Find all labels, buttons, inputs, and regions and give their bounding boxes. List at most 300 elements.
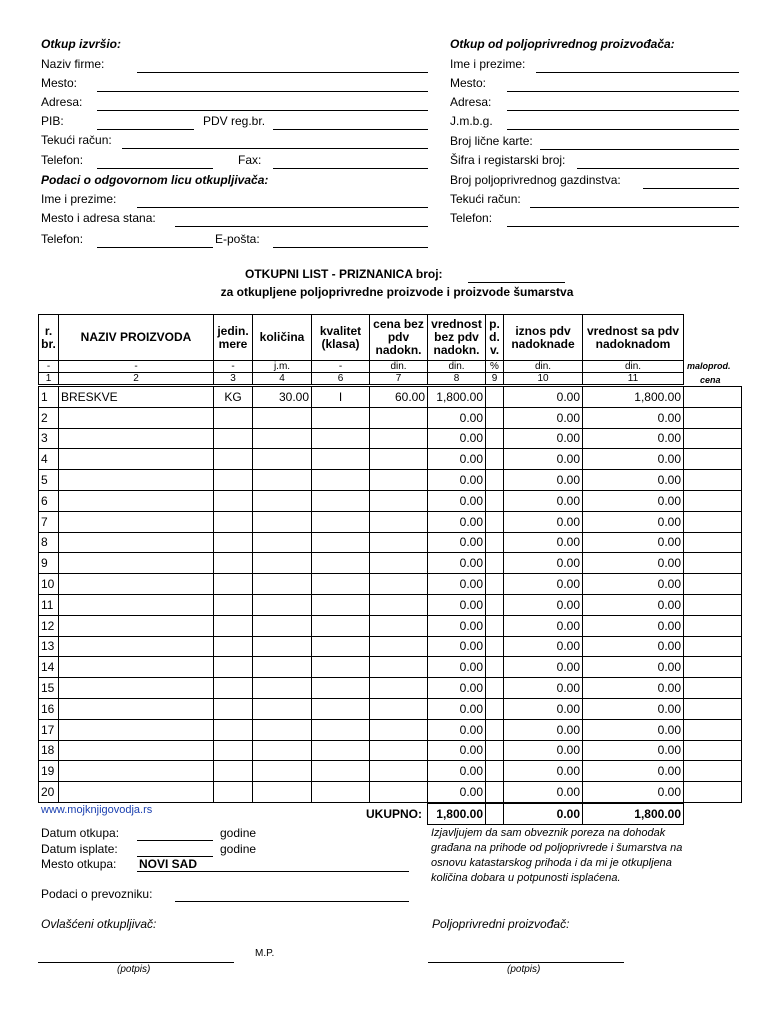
adresa-label: Adresa:: [41, 95, 83, 109]
row-pdv[interactable]: [486, 490, 504, 511]
row-cena[interactable]: [370, 761, 428, 782]
row-cena[interactable]: [370, 428, 428, 449]
tekuci-label: Tekući račun:: [41, 133, 112, 147]
row-maloprod-cena[interactable]: [684, 698, 742, 719]
telefon2-field[interactable]: [97, 247, 213, 248]
broj-field[interactable]: [468, 282, 565, 283]
num-cell: 9: [486, 373, 504, 385]
row-pdv[interactable]: [486, 761, 504, 782]
row-number: 18: [39, 740, 59, 761]
r-adresa-field[interactable]: [507, 110, 739, 111]
r-adresa-label: Adresa:: [450, 95, 492, 109]
row-kolicina[interactable]: [253, 553, 312, 574]
row-pdv[interactable]: [486, 470, 504, 491]
row-maloprod-cena[interactable]: [684, 387, 742, 408]
row-vrednost-bez[interactable]: 0.00: [428, 782, 486, 803]
col-kvalitet: kvalitet (klasa): [312, 315, 370, 361]
row-kolicina[interactable]: [253, 532, 312, 553]
row-iznos[interactable]: 0.00: [504, 782, 583, 803]
num-cell: 8: [428, 373, 486, 385]
row-vrednost-sa[interactable]: 0.00: [583, 782, 684, 803]
row-cena[interactable]: [370, 782, 428, 803]
row-vrednost-sa[interactable]: 0.00: [583, 761, 684, 782]
right-heading: Otkup od poljoprivrednog proizvođača:: [450, 37, 675, 51]
row-kolicina[interactable]: [253, 449, 312, 470]
pib-field[interactable]: [97, 129, 194, 130]
row-iznos[interactable]: 0.00: [504, 719, 583, 740]
row-vrednost-bez[interactable]: 0.00: [428, 532, 486, 553]
mesto-otkupa-field[interactable]: [137, 871, 409, 872]
row-naziv[interactable]: BRESKVE: [59, 387, 214, 408]
ovlasceni-label: Ovlašćeni otkupljivač:: [41, 917, 157, 931]
table-row: [39, 490, 742, 511]
mesto-adresa-field[interactable]: [175, 226, 428, 227]
row-jm[interactable]: [214, 574, 253, 595]
row-pdv[interactable]: [486, 574, 504, 595]
row-iznos[interactable]: 0.00: [504, 470, 583, 491]
naziv-firme-label: Naziv firme:: [41, 57, 105, 71]
row-maloprod-cena[interactable]: [684, 615, 742, 636]
row-kolicina[interactable]: [253, 657, 312, 678]
row-kolicina[interactable]: [253, 678, 312, 699]
row-maloprod-cena[interactable]: [684, 740, 742, 761]
row-jm[interactable]: [214, 678, 253, 699]
row-number: 2: [39, 407, 59, 428]
row-jm[interactable]: [214, 511, 253, 532]
col-iznos: iznos pdv nadoknade: [504, 315, 583, 361]
row-maloprod-cena[interactable]: [684, 553, 742, 574]
row-naziv[interactable]: [59, 678, 214, 699]
unit-cell: -: [214, 361, 253, 373]
broj-gazd-field[interactable]: [643, 188, 739, 189]
row-iznos[interactable]: 0.00: [504, 740, 583, 761]
ime-field[interactable]: [137, 207, 428, 208]
mesto-field[interactable]: [97, 91, 428, 92]
unit-cell: din.: [370, 361, 428, 373]
row-naziv[interactable]: [59, 428, 214, 449]
broj-gazd-label: Broj poljoprivrednog gazdinstva:: [450, 173, 621, 187]
unit-cell: -: [39, 361, 59, 373]
col-jedin: jedin. mere: [214, 315, 253, 361]
row-kolicina[interactable]: [253, 428, 312, 449]
broj-licne-label: Broj lične karte:: [450, 134, 533, 148]
row-cena[interactable]: [370, 657, 428, 678]
row-naziv[interactable]: [59, 761, 214, 782]
col-naziv: NAZIV PROIZVODA: [59, 315, 214, 361]
num-cell: 6: [312, 373, 370, 385]
total-iznos: 0.00: [504, 804, 583, 825]
row-klasa[interactable]: I: [312, 387, 370, 408]
mesto-otkupa-value[interactable]: NOVI SAD: [139, 857, 198, 871]
row-pdv[interactable]: [486, 387, 504, 408]
adresa-field[interactable]: [97, 110, 428, 111]
row-vrednost-bez[interactable]: 0.00: [428, 490, 486, 511]
mesto-label: Mesto:: [41, 76, 78, 90]
table-row: [39, 594, 742, 615]
row-number: 7: [39, 511, 59, 532]
r-telefon-label: Telefon:: [450, 211, 493, 225]
row-cena[interactable]: [370, 678, 428, 699]
potpis-left: (potpis): [117, 964, 151, 975]
tekuci-field[interactable]: [122, 148, 428, 149]
row-kolicina[interactable]: [253, 698, 312, 719]
r-ime-field[interactable]: [536, 72, 739, 73]
row-kolicina[interactable]: [253, 594, 312, 615]
row-pdv[interactable]: [486, 657, 504, 678]
row-klasa[interactable]: [312, 740, 370, 761]
row-vrednost-bez[interactable]: 0.00: [428, 615, 486, 636]
datum-otkupa-field[interactable]: [137, 840, 213, 841]
row-vrednost-sa[interactable]: 0.00: [583, 594, 684, 615]
row-jm[interactable]: [214, 428, 253, 449]
row-jm[interactable]: [214, 490, 253, 511]
table-row: [39, 532, 742, 553]
table-row: [39, 782, 742, 803]
row-iznos[interactable]: 0.00: [504, 532, 583, 553]
row-jm[interactable]: [214, 719, 253, 740]
row-cena[interactable]: [370, 615, 428, 636]
row-klasa[interactable]: [312, 490, 370, 511]
row-vrednost-bez[interactable]: 0.00: [428, 719, 486, 740]
row-maloprod-cena[interactable]: [684, 678, 742, 699]
row-cena[interactable]: [370, 636, 428, 657]
row-kolicina[interactable]: [253, 407, 312, 428]
row-iznos[interactable]: 0.00: [504, 698, 583, 719]
fax-field[interactable]: [273, 168, 428, 169]
row-kolicina[interactable]: 30.00: [253, 387, 312, 408]
row-naziv[interactable]: [59, 719, 214, 740]
broj-licne-field[interactable]: [540, 149, 739, 150]
prevoznik-label: Podaci o prevozniku:: [41, 887, 153, 901]
row-pdv[interactable]: [486, 698, 504, 719]
sifra-field[interactable]: [577, 168, 739, 169]
row-pdv[interactable]: [486, 719, 504, 740]
pdv-field[interactable]: [273, 129, 428, 130]
row-vrednost-bez[interactable]: 0.00: [428, 740, 486, 761]
jmbg-field[interactable]: [507, 129, 739, 130]
total-label: UKUPNO:: [366, 807, 422, 821]
row-klasa[interactable]: [312, 449, 370, 470]
row-iznos[interactable]: 0.00: [504, 678, 583, 699]
row-vrednost-sa[interactable]: 0.00: [583, 490, 684, 511]
row-iznos[interactable]: 0.00: [504, 407, 583, 428]
row-naziv[interactable]: [59, 470, 214, 491]
table-row: [39, 574, 742, 595]
row-cena[interactable]: [370, 532, 428, 553]
row-maloprod-cena[interactable]: [684, 657, 742, 678]
row-vrednost-sa[interactable]: 0.00: [583, 511, 684, 532]
row-vrednost-sa[interactable]: 0.00: [583, 740, 684, 761]
table-row: [39, 428, 742, 449]
row-iznos[interactable]: 0.00: [504, 449, 583, 470]
row-klasa[interactable]: [312, 657, 370, 678]
row-cena[interactable]: [370, 698, 428, 719]
row-klasa[interactable]: [312, 615, 370, 636]
row-iznos[interactable]: 0.00: [504, 428, 583, 449]
telefon-label: Telefon:: [41, 153, 84, 167]
row-cena[interactable]: [370, 740, 428, 761]
row-iznos[interactable]: 0.00: [504, 636, 583, 657]
ime-label: Ime i prezime:: [41, 192, 117, 206]
row-kolicina[interactable]: [253, 782, 312, 803]
row-klasa[interactable]: [312, 782, 370, 803]
datum-otkupa-label: Datum otkupa:: [41, 826, 120, 840]
row-maloprod-cena[interactable]: [684, 407, 742, 428]
row-jm[interactable]: [214, 698, 253, 719]
row-iznos[interactable]: 0.00: [504, 574, 583, 595]
row-jm[interactable]: [214, 553, 253, 574]
table-row: [39, 698, 742, 719]
row-kolicina[interactable]: [253, 740, 312, 761]
row-vrednost-bez[interactable]: 0.00: [428, 636, 486, 657]
row-maloprod-cena[interactable]: [684, 761, 742, 782]
row-vrednost-sa[interactable]: 1,800.00: [583, 387, 684, 408]
row-naziv[interactable]: [59, 594, 214, 615]
row-iznos[interactable]: 0.00: [504, 615, 583, 636]
row-pdv[interactable]: [486, 782, 504, 803]
row-naziv[interactable]: [59, 698, 214, 719]
pdv-label: PDV reg.br.: [203, 114, 266, 128]
row-vrednost-sa[interactable]: 0.00: [583, 532, 684, 553]
row-jm[interactable]: [214, 782, 253, 803]
row-klasa[interactable]: [312, 636, 370, 657]
row-vrednost-bez[interactable]: 0.00: [428, 470, 486, 491]
row-kolicina[interactable]: [253, 615, 312, 636]
row-kolicina[interactable]: [253, 574, 312, 595]
row-iznos[interactable]: 0.00: [504, 594, 583, 615]
row-naziv[interactable]: [59, 782, 214, 803]
row-kolicina[interactable]: [253, 470, 312, 491]
row-iznos[interactable]: 0.00: [504, 553, 583, 574]
row-vrednost-bez[interactable]: 0.00: [428, 594, 486, 615]
row-vrednost-sa[interactable]: 0.00: [583, 449, 684, 470]
row-number: 15: [39, 678, 59, 699]
row-number: 4: [39, 449, 59, 470]
row-jm[interactable]: [214, 407, 253, 428]
unit-cell: din.: [583, 361, 684, 373]
row-klasa[interactable]: [312, 407, 370, 428]
row-pdv[interactable]: [486, 678, 504, 699]
row-cena[interactable]: [370, 490, 428, 511]
num-cell: 4: [253, 373, 312, 385]
row-pdv[interactable]: [486, 636, 504, 657]
row-klasa[interactable]: [312, 511, 370, 532]
r-mesto-field[interactable]: [507, 91, 739, 92]
row-jm[interactable]: [214, 594, 253, 615]
row-iznos[interactable]: 0.00: [504, 490, 583, 511]
row-klasa[interactable]: [312, 761, 370, 782]
row-cena[interactable]: [370, 407, 428, 428]
unit-cell: j.m.: [253, 361, 312, 373]
row-jm[interactable]: [214, 615, 253, 636]
row-number: 8: [39, 532, 59, 553]
row-maloprod-cena[interactable]: [684, 782, 742, 803]
row-maloprod-cena[interactable]: [684, 449, 742, 470]
table-header: [38, 314, 684, 385]
row-naziv[interactable]: [59, 407, 214, 428]
row-klasa[interactable]: [312, 594, 370, 615]
row-maloprod-cena[interactable]: [684, 574, 742, 595]
row-vrednost-sa[interactable]: 0.00: [583, 470, 684, 491]
num-cell: 10: [504, 373, 583, 385]
mesto-adresa-label: Mesto i adresa stana:: [41, 211, 156, 225]
row-iznos[interactable]: 0.00: [504, 761, 583, 782]
col-vrednost-bez: vrednost bez pdv nadokn.: [428, 315, 486, 361]
row-jm[interactable]: [214, 761, 253, 782]
row-klasa[interactable]: [312, 532, 370, 553]
row-pdv[interactable]: [486, 594, 504, 615]
col-cena: cena bez pdv nadokn.: [370, 315, 428, 361]
row-naziv[interactable]: [59, 615, 214, 636]
table-row: [39, 678, 742, 699]
row-kolicina[interactable]: [253, 719, 312, 740]
row-jm[interactable]: [214, 449, 253, 470]
row-kolicina[interactable]: [253, 761, 312, 782]
table-row: [39, 615, 742, 636]
row-vrednost-bez[interactable]: 0.00: [428, 698, 486, 719]
row-cena[interactable]: [370, 449, 428, 470]
fax-label: Fax:: [238, 153, 262, 167]
row-vrednost-sa[interactable]: 0.00: [583, 678, 684, 699]
sifra-label: Šifra i registarski broj:: [450, 153, 566, 167]
row-naziv[interactable]: [59, 449, 214, 470]
num-cell: 7: [370, 373, 428, 385]
num-cell: 2: [59, 373, 214, 385]
row-klasa[interactable]: [312, 574, 370, 595]
row-naziv[interactable]: [59, 574, 214, 595]
row-vrednost-sa[interactable]: 0.00: [583, 719, 684, 740]
row-naziv[interactable]: [59, 553, 214, 574]
row-jm[interactable]: KG: [214, 387, 253, 408]
row-vrednost-sa[interactable]: 0.00: [583, 428, 684, 449]
r-ime-label: Ime i prezime:: [450, 57, 526, 71]
table-row: [39, 636, 742, 657]
row-pdv[interactable]: [486, 428, 504, 449]
unit-cell: din.: [504, 361, 583, 373]
num-cell: 1: [39, 373, 59, 385]
row-number: 13: [39, 636, 59, 657]
row-pdv[interactable]: [486, 449, 504, 470]
row-jm[interactable]: [214, 532, 253, 553]
row-vrednost-sa[interactable]: 0.00: [583, 553, 684, 574]
row-pdv[interactable]: [486, 553, 504, 574]
row-pdv[interactable]: [486, 511, 504, 532]
row-vrednost-bez[interactable]: 0.00: [428, 678, 486, 699]
row-pdv[interactable]: [486, 615, 504, 636]
row-maloprod-cena[interactable]: [684, 490, 742, 511]
row-vrednost-bez[interactable]: 0.00: [428, 428, 486, 449]
row-cena[interactable]: [370, 594, 428, 615]
website-link[interactable]: www.mojknjigovodja.rs: [41, 804, 153, 816]
r-telefon-field[interactable]: [507, 226, 739, 227]
row-maloprod-cena[interactable]: [684, 636, 742, 657]
eposta-field[interactable]: [273, 247, 428, 248]
row-naziv[interactable]: [59, 490, 214, 511]
row-klasa[interactable]: [312, 719, 370, 740]
row-iznos[interactable]: 0.00: [504, 511, 583, 532]
row-cena[interactable]: [370, 511, 428, 532]
r-tekuci-field[interactable]: [530, 207, 739, 208]
row-naziv[interactable]: [59, 636, 214, 657]
prevoznik-field[interactable]: [175, 901, 409, 902]
row-maloprod-cena[interactable]: [684, 511, 742, 532]
row-number: 12: [39, 615, 59, 636]
row-vrednost-sa[interactable]: 0.00: [583, 657, 684, 678]
row-jm[interactable]: [214, 740, 253, 761]
row-vrednost-bez[interactable]: 0.00: [428, 449, 486, 470]
row-maloprod-cena[interactable]: [684, 719, 742, 740]
naziv-firme-field[interactable]: [137, 72, 428, 73]
row-jm[interactable]: [214, 636, 253, 657]
row-maloprod-cena[interactable]: [684, 470, 742, 491]
table-row: [39, 761, 742, 782]
row-klasa[interactable]: [312, 428, 370, 449]
side-label-cena: cena: [700, 375, 721, 385]
signature-line-right[interactable]: [428, 962, 624, 963]
row-iznos[interactable]: 0.00: [504, 387, 583, 408]
row-vrednost-sa[interactable]: 0.00: [583, 636, 684, 657]
row-number: 5: [39, 470, 59, 491]
row-number: 17: [39, 719, 59, 740]
row-pdv[interactable]: [486, 740, 504, 761]
row-vrednost-bez[interactable]: 0.00: [428, 553, 486, 574]
row-vrednost-sa[interactable]: 0.00: [583, 407, 684, 428]
row-cena[interactable]: [370, 574, 428, 595]
row-maloprod-cena[interactable]: [684, 532, 742, 553]
signature-line-left[interactable]: [38, 962, 234, 963]
row-vrednost-bez[interactable]: 0.00: [428, 761, 486, 782]
document-title: OTKUPNI LIST - PRIZNANICA broj:: [245, 267, 443, 281]
row-pdv[interactable]: [486, 407, 504, 428]
row-cena[interactable]: [370, 719, 428, 740]
row-vrednost-bez[interactable]: 0.00: [428, 511, 486, 532]
row-naziv[interactable]: [59, 511, 214, 532]
row-vrednost-bez[interactable]: 0.00: [428, 574, 486, 595]
row-vrednost-sa[interactable]: 0.00: [583, 574, 684, 595]
row-kolicina[interactable]: [253, 636, 312, 657]
row-cena[interactable]: [370, 553, 428, 574]
row-klasa[interactable]: [312, 698, 370, 719]
row-number: 1: [39, 387, 59, 408]
row-naziv[interactable]: [59, 657, 214, 678]
num-cell: 3: [214, 373, 253, 385]
row-kolicina[interactable]: [253, 511, 312, 532]
row-vrednost-bez[interactable]: 0.00: [428, 657, 486, 678]
declaration-text: Izjavljujem da sam obveznik poreza na dohodak građana na prihode od poljoprivrede i šumarstva na osnovu katastarskog prihoda i da mi je otkupljena količina dobara u potpunosti isplaćena.: [431, 827, 683, 884]
row-klasa[interactable]: [312, 553, 370, 574]
row-vrednost-bez[interactable]: 0.00: [428, 407, 486, 428]
row-cena[interactable]: 60.00: [370, 387, 428, 408]
row-jm[interactable]: [214, 470, 253, 491]
row-klasa[interactable]: [312, 678, 370, 699]
row-naziv[interactable]: [59, 740, 214, 761]
row-jm[interactable]: [214, 657, 253, 678]
row-kolicina[interactable]: [253, 490, 312, 511]
row-vrednost-sa[interactable]: 0.00: [583, 698, 684, 719]
row-maloprod-cena[interactable]: [684, 594, 742, 615]
row-pdv[interactable]: [486, 532, 504, 553]
telefon-field[interactable]: [97, 168, 213, 169]
row-naziv[interactable]: [59, 532, 214, 553]
row-iznos[interactable]: 0.00: [504, 657, 583, 678]
row-cena[interactable]: [370, 470, 428, 491]
row-maloprod-cena[interactable]: [684, 428, 742, 449]
row-klasa[interactable]: [312, 470, 370, 491]
pib-label: PIB:: [41, 114, 64, 128]
row-vrednost-bez[interactable]: 1,800.00: [428, 387, 486, 408]
row-number: 14: [39, 657, 59, 678]
row-vrednost-sa[interactable]: 0.00: [583, 615, 684, 636]
